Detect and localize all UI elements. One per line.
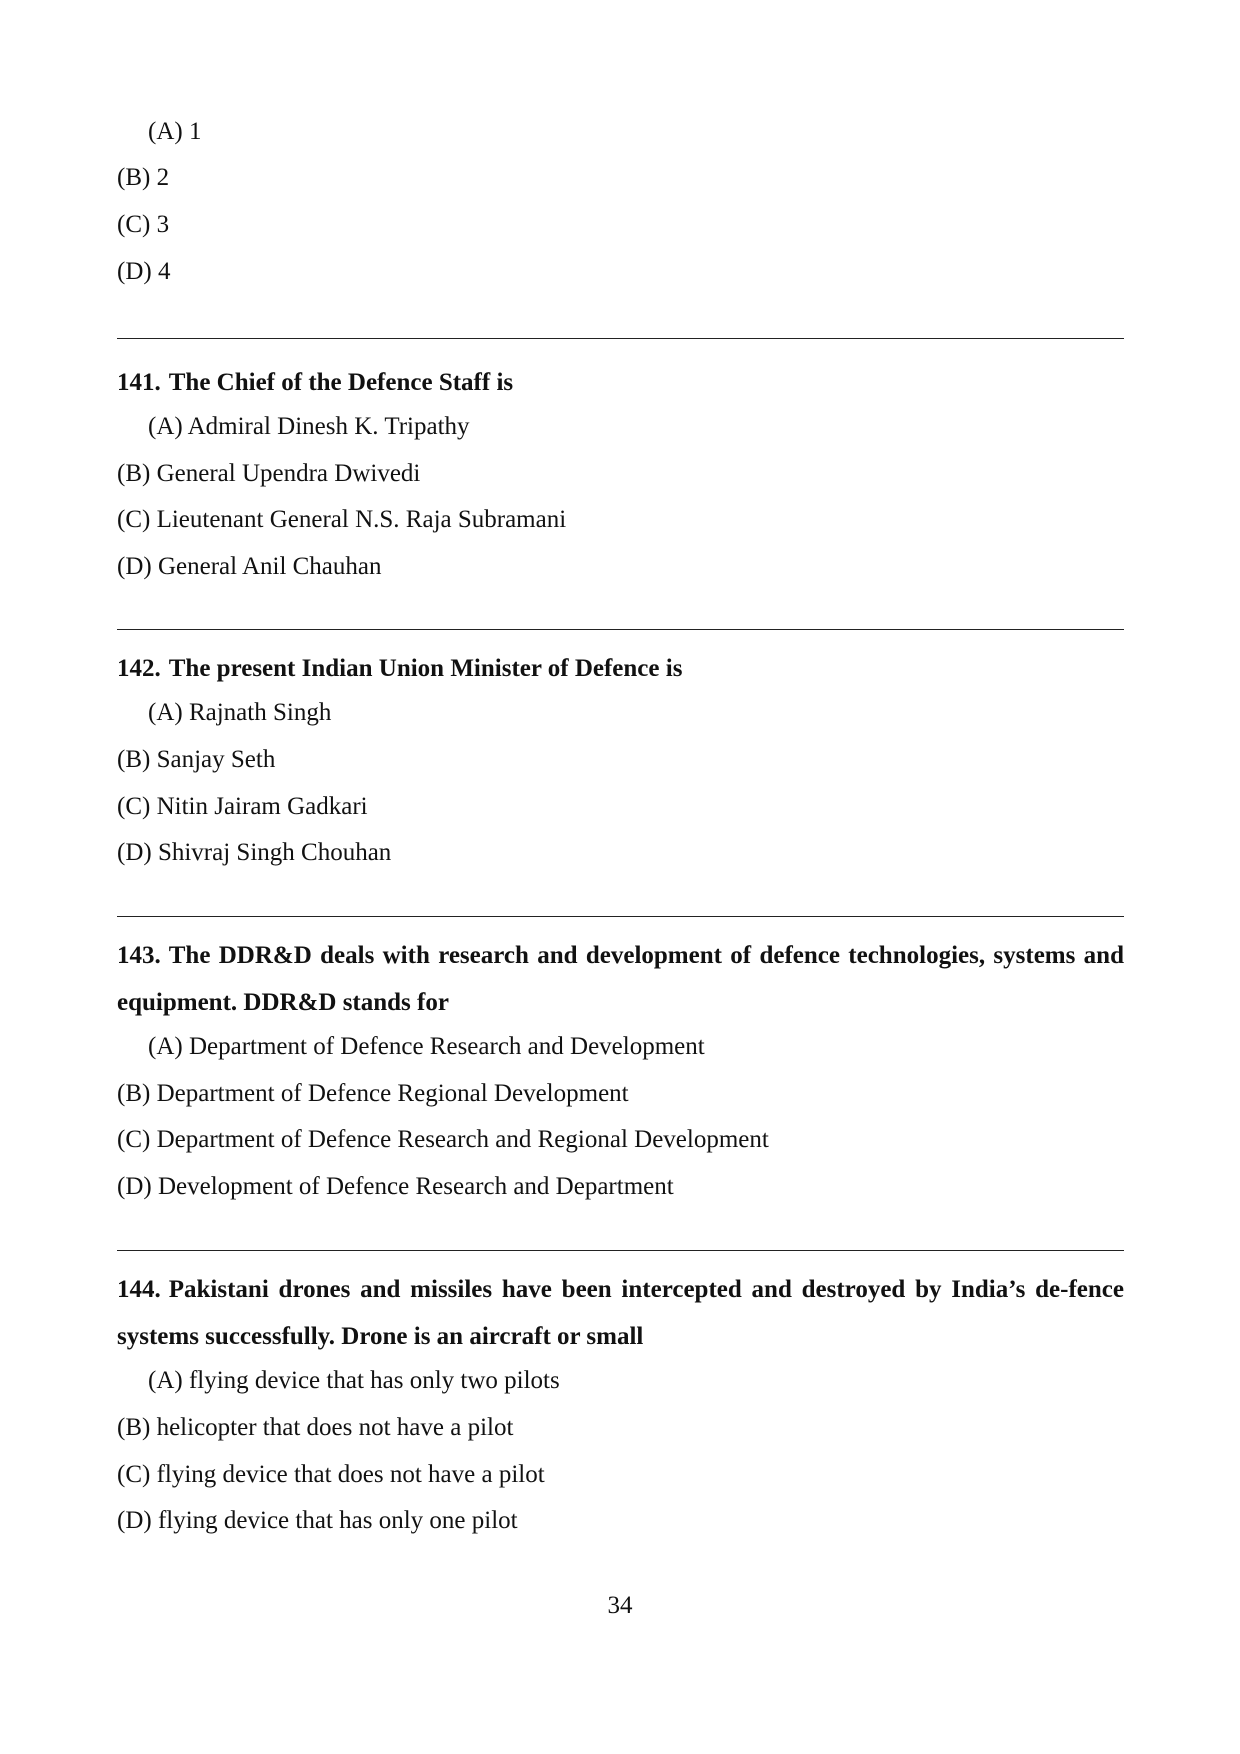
question-stem — [117, 645, 1124, 692]
option-c: (C) 3 — [117, 211, 170, 238]
question-number: 142. — [117, 655, 161, 682]
option-b: (B) Sanjay Seth — [117, 746, 276, 773]
option-a: (A) Department of Defence Research and Development — [148, 1033, 705, 1060]
option-b: (B) 2 — [117, 164, 170, 191]
option-d: (D) Development of Defence Research and Department — [117, 1173, 674, 1200]
question-number: 141. — [117, 369, 161, 396]
option-d: (D) 4 — [117, 258, 171, 285]
divider — [117, 1250, 1124, 1251]
option-d: (D) General Anil Chauhan — [117, 553, 382, 580]
question-text: The DDR&D deals with research and development of defence technologies, systems and equipment. DDR&D stands for — [117, 942, 1124, 1016]
option-a: (A) Rajnath Singh — [148, 699, 332, 726]
option-d: (D) flying device that has only one pilot — [117, 1507, 518, 1534]
option-a: (A) 1 — [148, 118, 202, 145]
option-c: (C) Nitin Jairam Gadkari — [117, 793, 368, 820]
question-number: 144. — [117, 1276, 161, 1303]
option-b: (B) helicopter that does not have a pilot — [117, 1414, 514, 1441]
option-c: (C) Lieutenant General N.S. Raja Subramani — [117, 506, 567, 533]
question-number: 143. — [117, 942, 161, 969]
divider — [117, 338, 1124, 339]
question-stem — [117, 1266, 1124, 1360]
question-text: Pakistani drones and missiles have been intercepted and destroyed by India’s de-fence systems successfully. Drone is an aircraft or small — [117, 1276, 1124, 1350]
divider — [117, 916, 1124, 917]
option-d: (D) Shivraj Singh Chouhan — [117, 839, 392, 866]
question-stem — [117, 932, 1124, 1026]
question-text: The Chief of the Defence Staff is — [168, 369, 514, 396]
page-number: 34 — [607, 1592, 633, 1619]
option-c: (C) flying device that does not have a pilot — [117, 1461, 545, 1488]
question-text: The present Indian Union Minister of Defence is — [168, 655, 683, 682]
divider — [117, 629, 1124, 630]
option-b: (B) General Upendra Dwivedi — [117, 460, 421, 487]
option-a: (A) Admiral Dinesh K. Tripathy — [148, 413, 470, 440]
question-stem — [117, 359, 1124, 406]
option-c: (C) Department of Defence Research and Regional Development — [117, 1126, 769, 1153]
option-b: (B) Department of Defence Regional Development — [117, 1080, 629, 1107]
option-a: (A) flying device that has only two pilots — [148, 1367, 560, 1394]
